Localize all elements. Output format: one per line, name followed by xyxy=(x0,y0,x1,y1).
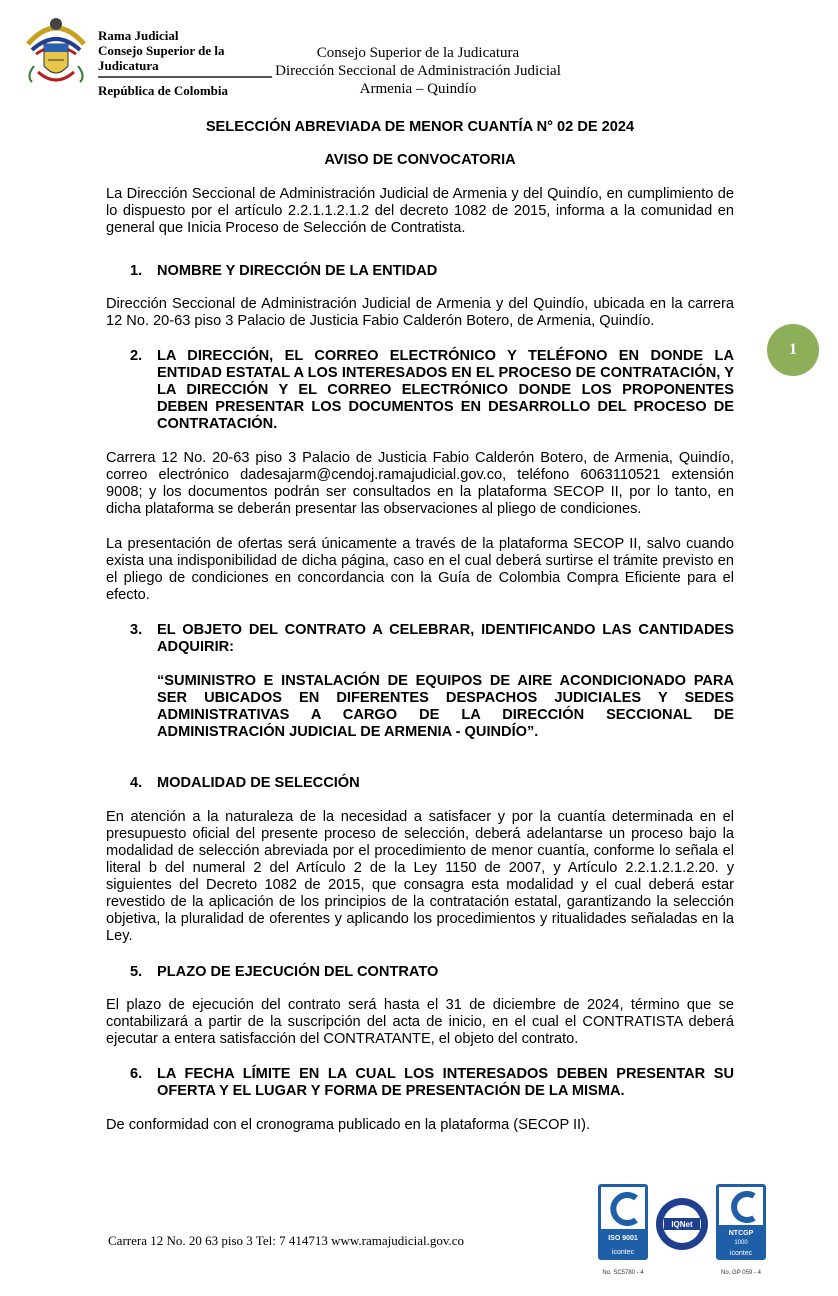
cert3-sub: 1000 xyxy=(734,1240,748,1246)
cert1-label: ISO 9001 xyxy=(608,1235,638,1242)
section-2-paragraph-1: Carrera 12 No. 20-63 piso 3 Palacio de Justicia Fabio Calderón Botero, de Armenia, Quindío, correo electrónico dadesajarm@cendoj.ramajudicial.gov.co, teléfono 6063110521 extensión 9008; y los documentos podrán ser consultados en la plataforma SECOP II, por lo tanto, en dicha plataforma se deberán presentar las observaciones al pliego de condiciones. xyxy=(106,450,734,517)
section-heading-text: NOMBRE Y DIRECCIÓN DE LA ENTIDAD xyxy=(157,263,438,279)
org-line-3: Armenia – Quindío xyxy=(359,81,477,97)
iqnet-icon xyxy=(656,1198,708,1250)
cert3-brand: icontec xyxy=(729,1250,753,1257)
cert3-label: NTCGP xyxy=(728,1230,754,1237)
section-heading-text: LA DIRECCIÓN, EL CORREO ELECTRÓNICO Y TELÉFONO EN DONDE LA ENTIDAD ESTATAL A LOS INTERESADOS EN EL PROCESO DE CONTRATACIÓN, Y LA DIRECCIÓN Y EL CORREO ELECTRÓNICO DONDE LOS PROPONENTES DEBEN PRESENTAR LOS DOCUMENTOS EN DESARROLLO DEL PROCESO DE CONTRATACIÓN. xyxy=(157,348,734,432)
intro-paragraph: La Dirección Seccional de Administración Judicial de Armenia y del Quindío, en cumplimiento de lo dispuesto por el artículo 2.2.1.1.2.1.2 del decreto 1082 de 2015, informa a la comunidad en general que Inicia Proceso de Selección de Contratista. xyxy=(106,186,734,236)
section-number: 1. xyxy=(130,263,143,279)
section-number: 5. xyxy=(130,964,143,980)
iso-9001-icon xyxy=(598,1184,648,1276)
organization-header xyxy=(262,44,574,98)
document-title: SELECCIÓN ABREVIADA DE MENOR CUANTÍA N° 02 DE 2024 xyxy=(205,119,635,135)
cert1-brand: icontec xyxy=(611,1249,635,1256)
section-number: 6. xyxy=(130,1066,143,1082)
section-heading-1 xyxy=(130,263,734,280)
cert2-label: IQNet xyxy=(671,1220,693,1229)
brand-block xyxy=(98,28,272,98)
brand-line-1: Rama Judicial xyxy=(98,28,179,43)
org-line-1: Consejo Superior de la Judicatura xyxy=(316,45,520,61)
section-heading-3 xyxy=(130,622,734,656)
section-heading-text: LA FECHA LÍMITE EN LA CUAL LOS INTERESADOS DEBEN PRESENTAR SU OFERTA Y EL LUGAR Y FORMA DE PRESENTACIÓN DE LA MISMA. xyxy=(157,1066,734,1099)
ntcgp-1000-icon xyxy=(716,1184,766,1276)
org-line-2: Dirección Seccional de Administración Judicial xyxy=(275,63,561,79)
contract-object: “SUMINISTRO E INSTALACIÓN DE EQUIPOS DE AIRE ACONDICIONADO PARA SER UBICADOS EN DIFERENTES DESPACHOS JUDICIALES Y SEDES ADMINISTRATIVAS A CARGO DE LA DIRECCIÓN SECCIONAL DE ADMINISTRACIÓN JUDICIAL DE ARMENIA - QUINDÍO”. xyxy=(157,673,734,740)
section-number: 4. xyxy=(130,775,143,791)
cert3-code: No. GP 059 - 4 xyxy=(721,1270,761,1276)
document-subtitle: AVISO DE CONVOCATORIA xyxy=(324,152,516,168)
section-5-paragraph: El plazo de ejecución del contrato será hasta el 31 de diciembre de 2024, término que se contabilizará a partir de la suscripción del acta de inicio, en el cual el CONTRATISTA deberá ejecutar a entera satisfacción del CONTRATANTE, el objeto del contrato. xyxy=(106,997,734,1047)
footer-address: Carrera 12 No. 20 63 piso 3 Tel: 7 414713 www.ramajudicial.gov.co xyxy=(108,1233,465,1248)
brand-line-2: Consejo Superior de la Judicatura xyxy=(98,43,272,78)
page-number-badge: 1 xyxy=(767,324,819,376)
section-6-paragraph: De conformidad con el cronograma publicado en la plataforma (SECOP II). xyxy=(106,1117,591,1133)
certification-logos xyxy=(596,1184,768,1280)
section-heading-text: MODALIDAD DE SELECCIÓN xyxy=(157,775,360,791)
section-heading-text: PLAZO DE EJECUCIÓN DEL CONTRATO xyxy=(157,964,439,980)
section-4-paragraph: En atención a la naturaleza de la necesidad a satisfacer y por la cuantía determinada en el presupuesto oficial del presente proceso de selección, deberá adelantarse un proceso bajo la modalidad de selección abreviada por el procedimiento de menor cuantía, conforme lo señala el literal b del numeral 2 del Artículo 2 de la Ley 1150 de 2007, y Artículo 2.2.1.2.1.2.20. y siguientes del Decreto 1082 de 2015, que consagra esta modalidad y el cual deberá estar revestido de la aplicación de los principios de la contratación estatal, garantizando la selección objetiva, la pluralidad de oferentes y aplicando los procedimientos y ritualidades señaladas en la Ley. xyxy=(106,809,734,944)
coat-of-arms-logo xyxy=(18,14,94,94)
section-number: 2. xyxy=(130,348,143,364)
section-heading-2 xyxy=(130,348,734,433)
section-number: 3. xyxy=(130,622,143,638)
brand-line-3: República de Colombia xyxy=(98,83,229,98)
section-1-paragraph: Dirección Seccional de Administración Judicial de Armenia y del Quindío, ubicada en la carrera 12 No. 20-63 piso 3 Palacio de Justicia Fabio Calderón Botero, de Armenia, Quindío. xyxy=(106,296,734,329)
section-heading-4 xyxy=(130,775,734,792)
section-heading-6 xyxy=(130,1066,734,1100)
cert1-code: No. SC5780 - 4 xyxy=(602,1270,644,1276)
section-2-paragraph-2: La presentación de ofertas será únicamente a través de la plataforma SECOP II, salvo cuando exista una indisponibilidad de dicha página, caso en el cual deberá surtirse el trámite previsto en el pliego de condiciones en concordancia con la Guía de Colombia Compra Eficiente para el efecto. xyxy=(106,536,734,603)
section-heading-text: EL OBJETO DEL CONTRATO A CELEBRAR, IDENTIFICANDO LAS CANTIDADES ADQUIRIR: xyxy=(157,622,734,655)
section-heading-5 xyxy=(130,964,734,981)
